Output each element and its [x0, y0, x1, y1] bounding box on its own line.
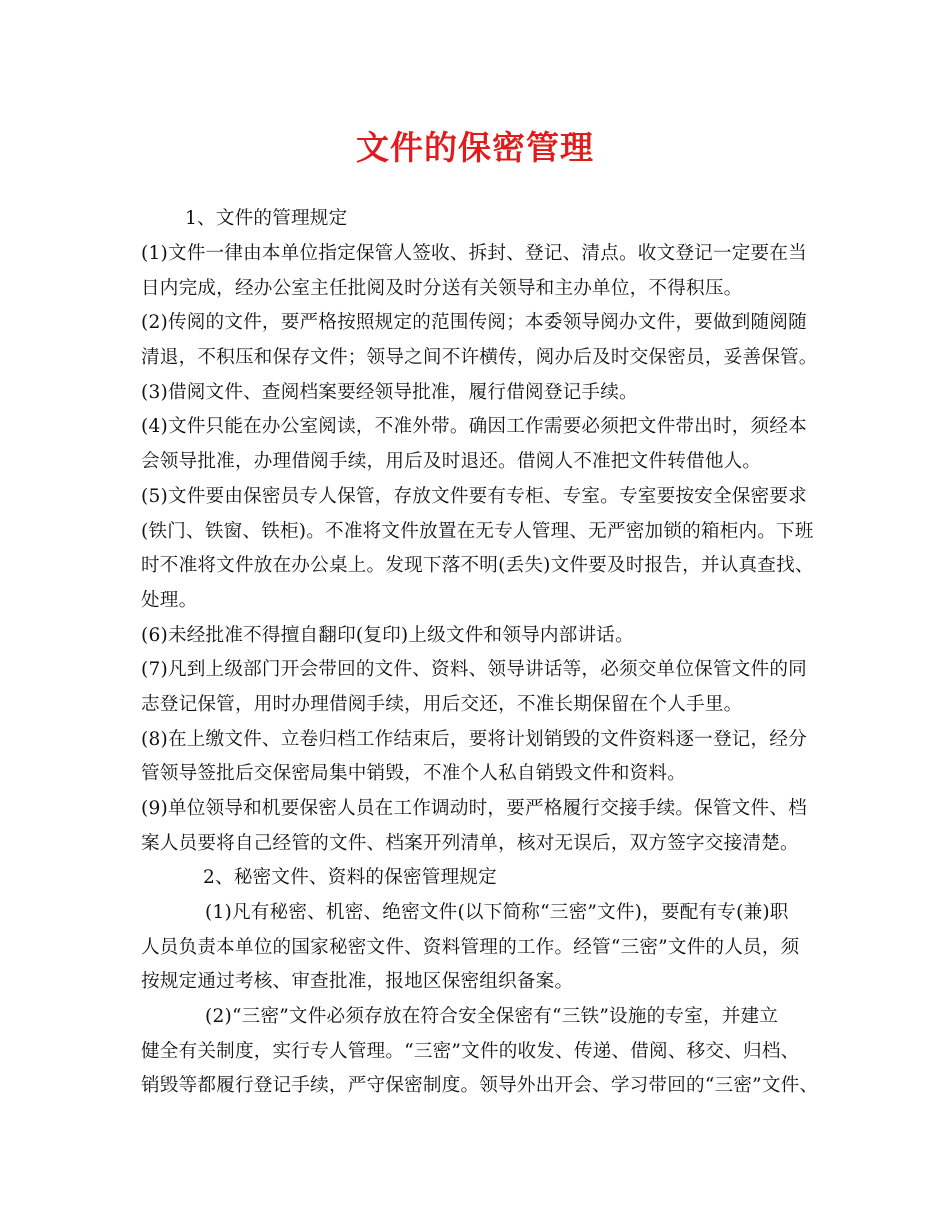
text-line: 清退，不积压和保存文件；领导之间不许横传，阅办后及时交保密员，妥善保管。	[141, 347, 818, 368]
text-line: 管领导签批后交保密局集中销毁，不准个人私自销毁文件和资料。	[141, 763, 687, 784]
text-line: (6)未经批准不得擅自翻印(复印)上级文件和领导内部讲话。	[141, 625, 634, 646]
text-line: (1)文件一律由本单位指定保管人签收、拆封、登记、清点。收文登记一定要在当	[141, 243, 807, 264]
text-line: (8)在上缴文件、立卷归档工作结束后，要将计划销毁的文件资料逐一登记，经分	[141, 729, 807, 750]
text-line: (2)“三密”文件必须存放在符合安全保密有“三铁”设施的专室，并建立	[205, 1006, 779, 1027]
document-title: 文件的保密管理	[356, 128, 594, 167]
text-line: 志登记保管，用时办理借阅手续，用后交还，不准长期保留在个人手里。	[141, 694, 743, 715]
section-heading-1: 1、文件的管理规定	[185, 208, 348, 229]
text-line: (铁门、铁窗、铁柜)。不准将文件放置在无专人管理、无严密加锁的箱柜内。下班	[141, 521, 814, 542]
text-line: (2)传阅的文件，要严格按照规定的范围传阅；本委领导阅办文件，要做到随阅随	[141, 312, 807, 333]
text-line: (7)凡到上级部门开会带回的文件、资料、领导讲话等，必须交单位保管文件的同	[141, 659, 807, 680]
text-line: 销毁等都履行登记手续，严守保密制度。领导外出开会、学习带回的“三密”文件、	[141, 1075, 819, 1096]
text-line: 处理。	[141, 590, 198, 611]
text-line: 时不准将文件放在办公桌上。发现下落不明(丢失)文件要及时报告，并认真查找、	[141, 555, 814, 576]
text-line: (5)文件要由保密员专人保管，存放文件要有专柜、专室。专室要按安全保密要求	[141, 486, 807, 507]
text-line: (1)凡有秘密、机密、绝密文件(以下简称“三密”文件)，要配有专(兼)职	[205, 902, 789, 923]
text-line: 按规定通过考核、审查批准，报地区保密组织备案。	[141, 971, 574, 992]
text-line: (3)借阅文件、查阅档案要经领导批准，履行借阅登记手续。	[141, 382, 638, 403]
text-line: (9)单位领导和机要保密人员在工作调动时，要严格履行交接手续。保管文件、档	[141, 798, 807, 819]
text-line: 会领导批准，办理借阅手续，用后及时退还。借阅人不准把文件转借他人。	[141, 451, 762, 472]
text-line: 人员负责本单位的国家秘密文件、资料管理的工作。经管“三密”文件的人员，须	[141, 937, 800, 958]
section-heading-2: 2、秘密文件、资料的保密管理规定	[203, 867, 497, 888]
text-line: 日内完成，经办公室主任批阅及时分送有关领导和主办单位，不得积压。	[141, 278, 743, 299]
text-line: (4)文件只能在办公室阅读，不准外带。确因工作需要必须把文件带出时，须经本	[141, 416, 807, 437]
text-line: 案人员要将自己经管的文件、档案开列清单，核对无误后，双方签字交接清楚。	[141, 833, 799, 854]
text-line: 健全有关制度，实行专人管理。“三密”文件的收发、传递、借阅、移交、归档、	[141, 1041, 800, 1062]
